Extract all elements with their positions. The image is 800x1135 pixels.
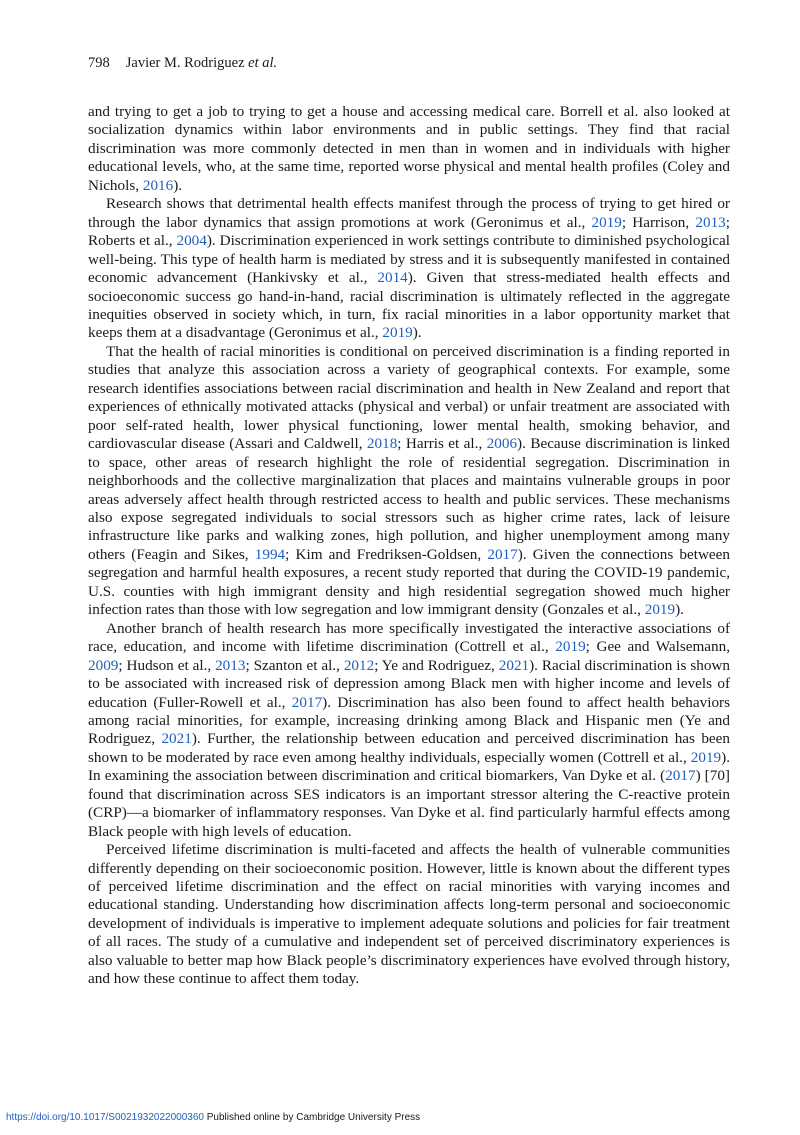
citation-link[interactable]: 1994 (254, 545, 286, 563)
body-text-run: ; Harris et al., (397, 435, 487, 453)
citation-link[interactable]: 2019 (690, 748, 722, 766)
citation-link[interactable]: 2012 (343, 656, 375, 674)
page-footer (6, 1112, 420, 1124)
body-text-run: ; Harrison, (621, 213, 696, 231)
body-text-run: ). (412, 324, 422, 342)
citation-link[interactable]: 2018 (366, 435, 398, 453)
body-paragraph (88, 343, 730, 620)
citation-link[interactable]: 2013 (215, 656, 246, 674)
citation-link[interactable]: 2004 (176, 232, 207, 250)
body-text-run: ). Discrimination has also been found to affect health behaviors among racial minorities, for example, increasing drinking among Black and Hispanic men (Ye and Rodriguez, (88, 693, 731, 748)
citation-link[interactable]: 2016 (142, 176, 174, 194)
author-etal: et al. (248, 55, 278, 71)
body-text-run: That the health of racial minorities is conditional on perceived discrimination is a finding reported in studies that analyze this association across a variety of geographical contexts. For example, some research identifies associations between racial discrimination and health in New Zealand and report that experiences of ethnically motivated attacks (physical and verbal) or unfair treatment are associated with poor self-rated health, lower physical functioning, lower mental health, smoking behavior, and cardiovascular disease (Assari and Caldwell, (88, 342, 730, 453)
body-text-run: ; Ye and Rodriguez, (374, 656, 499, 674)
citation-link[interactable]: 2019 (591, 213, 622, 231)
article-body (88, 103, 730, 989)
citation-link[interactable]: 2006 (486, 435, 518, 453)
body-paragraph (88, 841, 730, 989)
body-text-run: ). Because discrimination is linked to space, other areas of research highlight the role of residential segregation. Discrimination in neighborhoods and the collective marginalization that places and maintains vulnerable groups in poor areas adversely affect health through restricted access to health and public services. These mechanisms also expose segregated individuals to social stressors such as higher crime rates, lack of leisure infrastructure like parks and walking zones, high pollution, and higher unemployment among many others (Feagin and Sikes, (88, 435, 730, 563)
body-text-run: ; Szanton et al., (245, 656, 344, 674)
citation-link[interactable]: 2019 (555, 638, 586, 656)
author-name: Javier M. Rodriguez (125, 55, 245, 71)
body-text-run: ). Given that stress-mediated health effects and socioeconomic success go hand-in-hand, racial discrimination is ultimately reflected in the aggregate inequities observed in society which, in turn, fix racial minorities in a labor opportunity market that keeps them at a disadvantage (Geronimus et al., (88, 269, 730, 342)
citation-link[interactable]: 2009 (88, 656, 119, 674)
citation-link[interactable]: 2021 (498, 656, 530, 674)
body-text-run: ). Racial discrimination is shown to be associated with increased risk of depression among Black men with higher income and levels of education (Fuller-Rowell et al., (88, 656, 730, 711)
publisher-note: Published online by Cambridge University Press (203, 1112, 421, 1123)
body-text-run: ; Hudson et al., (118, 656, 216, 674)
body-text-run: ). Further, the relationship between education and perceived discrimination has been shown to be moderated by race even among healthy individuals, especially women (Cottrell et al., (88, 730, 730, 766)
citation-link[interactable]: 2014 (377, 269, 408, 287)
page-number: 798 (88, 55, 110, 71)
citation-link[interactable]: 2019 (644, 601, 676, 619)
body-text-run: ). (173, 176, 183, 194)
citation-link[interactable]: 2017 (487, 545, 518, 563)
body-text-run: Another branch of health research has more specifically investigated the interactive associations of race, education, and income with lifetime discrimination (Cottrell et al., (88, 619, 730, 656)
body-text-run: Research shows that detrimental health effects manifest through the process of trying to get hired or through the labor dynamics that assign promotions at work (Geronimus et al., (88, 195, 730, 231)
running-head (88, 54, 277, 72)
citation-link[interactable]: 2017 (665, 767, 696, 785)
citation-link[interactable]: 2017 (291, 693, 323, 711)
body-paragraph (88, 620, 730, 841)
citation-link[interactable]: 2013 (695, 213, 726, 231)
body-text-run: ). In examining the association between discrimination and critical biomarkers, Van Dyke et al. ( (88, 748, 730, 785)
citation-link[interactable]: 2021 (161, 730, 192, 748)
body-text-run: ; Gee and Walsemann, (585, 638, 731, 656)
citation-link[interactable]: 2019 (382, 324, 413, 342)
body-paragraph (88, 103, 730, 195)
body-text-run: and trying to get a job to trying to get a house and accessing medical care. Borrell et al. also looked at socialization dynamics within labor environments and in public settings. They find that racial discrimination was more commonly detected in men than in women and in individuals with higher educational levels, who, at the same time, reported worse physical and mental health profiles (Coley and Nichols, (88, 103, 730, 194)
body-text-run: ; Kim and Fredriksen-Goldsen, (285, 545, 488, 563)
body-paragraph (88, 195, 730, 343)
body-text-run: ) [70] found that discrimination across SES indicators is an important stressor altering the C-reactive protein (CRP)—a biomarker of inflammatory responses. Van Dyke et al. find particularly harmful effects among Black people with high levels of education. (88, 767, 730, 840)
body-text-run: Perceived lifetime discrimination is multi-faceted and affects the health of vulnerable communities differently depending on their socioeconomic position. However, little is known about the different types of perceived lifetime discrimination and the effect on racial minorities with varying incomes and educational standing. Understanding how discrimination affects long-term personal and socioeconomic development of individuals is imperative to implement adequate solutions and policies for fair treatment of all races. The study of a cumulative and independent set of perceived discriminatory experiences is also valuable to better map how Black people’s discriminatory experiences have evolved through history, and how these continue to affect them today. (88, 841, 730, 988)
body-text-run: ). Given the connections between segregation and harmful health exposures, a recent study reported that during the COVID-19 pandemic, U.S. counties with high immigrant density and high residential segregation showed much higher infection rates than those with low segregation and low immigrant density (Gonzales et al., (88, 545, 730, 619)
body-text-run: ). (675, 601, 684, 619)
body-text-run: ; Roberts et al., (88, 213, 730, 250)
doi-link[interactable]: https://doi.org/10.1017/S0021932022000360 (6, 1112, 204, 1123)
body-text-run: ). Discrimination experienced in work settings contribute to diminished psychological well-being. This type of health harm is mediated by stress and it is subsequently manifested in contained economic advancement (Hankivsky et al., (88, 232, 730, 287)
